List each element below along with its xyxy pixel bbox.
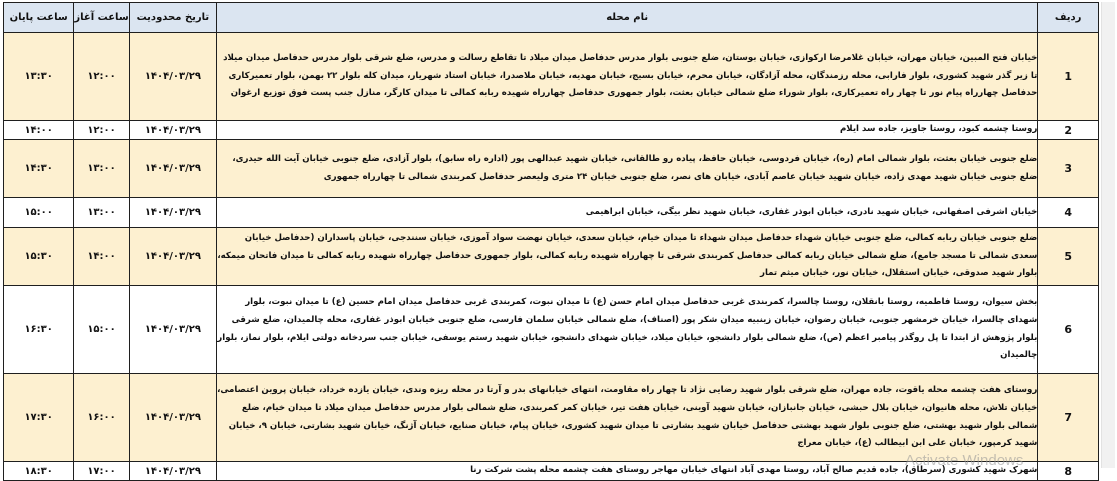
- outage-schedule-table: [3, 2, 1099, 481]
- area-name: شهرک شهید کشوری (سرطاق)، جاده قدیم صالح آباد، روستا مهدی آباد انتهای خیابان مهاجر روستای هفت چشمه محله پشت شرکت رنا: [217, 462, 1038, 481]
- start-time: ۱۳:۰۰: [74, 198, 129, 228]
- restriction-date: ۱۴۰۴/۰۳/۲۹: [129, 374, 216, 462]
- end-time: ۱۵:۳۰: [4, 228, 74, 286]
- restriction-date: ۱۴۰۴/۰۳/۲۹: [129, 33, 216, 121]
- row-number: 1: [1038, 33, 1099, 121]
- start-time: ۱۶:۰۰: [74, 374, 129, 462]
- start-time: ۱۲:۰۰: [74, 33, 129, 121]
- area-name: خیابان فتح المبین، خیابان مهران، خیابان غلامرضا ارکوازی، خیابان بوستان، ضلع جنوبی بلوار مدرس حدفاصل میدان میلاد تا تقاطع رسالت و مدرس، ضلع شرقی بلوار مدرس حدفاصل میدان میلاد تا زیر گذر شهید کشوری، بلوار فارابی، محله رزمندگان، محله آزادگان، خیابان محرم، خیابان بسیج، خیابان مهدیه، خیابان ملاصدرا، خیابان استاد شهریار، میدان کله بلوار ۲۲ بهمن، بلوار تعمیرکاری حدفاصل چهارراه پیام نور تا چهار راه تعمیرکاری، بلوار شوراء ضلع شمالی خیابان بعثت، بلوار جمهوری حدفاصل چهارراه شهیده ربابه کمالی تا میدان کارگر، منازل جنب پست فوق توزیع ارغوان: [217, 33, 1038, 121]
- end-time: ۱۸:۳۰: [4, 462, 74, 481]
- area-name: بخش سیوان، روستا فاطمیه، روستا بانقلان، روستا چالسرا، کمربندی غربی حدفاصل میدان امام حسن (ع) تا میدان نبوت، کمربندی غربی حدفاصل میدان امام حسین (ع) تا میدان نبوت، بلوار شهدای چالسرا، خیابان خرمشهر جنوبی، خیابان رضوان، خیابان زینبیه میدان شکر پور (اصناف)، ضلع شمالی خیابان سلمان فارسی، ضلع جنوبی خیابان ابوذر غفاری، محله چالمیدان، ضلع شرقی بلوار پژوهش از ابتدا تا پل روگذر پیامبر اعظم (ص)، ضلع شمالی بلوار دانشجو، خیابان میلاد، خیابان شهدای دانشجو، خیابان شهید رستم یوسفی، خیابان جنب سردخانه دولتی ایلام، بلوار نماز، بلوار چالمیدان: [217, 286, 1038, 374]
- table-row: [4, 286, 1099, 374]
- header-end-time: ساعت پایان: [4, 3, 74, 33]
- table-row: [4, 198, 1099, 228]
- table-row: [4, 228, 1099, 286]
- end-time: ۱۷:۳۰: [4, 374, 74, 462]
- start-time: ۱۵:۰۰: [74, 286, 129, 374]
- header-row-number: ردیف: [1038, 3, 1099, 33]
- restriction-date: ۱۴۰۴/۰۳/۲۹: [129, 462, 216, 481]
- table-row: [4, 33, 1099, 121]
- start-time: ۱۴:۰۰: [74, 228, 129, 286]
- start-time: ۱۷:۰۰: [74, 462, 129, 481]
- row-number: 8: [1038, 462, 1099, 481]
- row-number: 3: [1038, 140, 1099, 198]
- table-row: [4, 140, 1099, 198]
- table-row: [4, 374, 1099, 462]
- table-row: [4, 121, 1099, 140]
- row-number: 6: [1038, 286, 1099, 374]
- end-time: ۱۳:۳۰: [4, 33, 74, 121]
- vertical-scrollbar[interactable]: [1101, 2, 1115, 468]
- table-header-row: [4, 3, 1099, 33]
- area-name: خیابان اشرفی اصفهانی، خیابان شهید نادری، خیابان ابوذر غفاری، خیابان شهید نظر بیگی، خیابان ابراهیمی: [217, 198, 1038, 228]
- header-restriction-date: تاریخ محدودیت: [129, 3, 216, 33]
- restriction-date: ۱۴۰۴/۰۳/۲۹: [129, 140, 216, 198]
- schedule-sheet: [3, 2, 1099, 481]
- row-number: 7: [1038, 374, 1099, 462]
- restriction-date: ۱۴۰۴/۰۳/۲۹: [129, 286, 216, 374]
- header-area-name: نام محله: [217, 3, 1038, 33]
- header-start-time: ساعت آغاز: [74, 3, 129, 33]
- start-time: ۱۲:۰۰: [74, 121, 129, 140]
- end-time: ۱۶:۳۰: [4, 286, 74, 374]
- area-name: روستای هفت چشمه محله یاقوت، جاده مهران، ضلع شرقی بلوار شهید رضایی نژاد تا چهار راه مقاومت، انتهای خیابانهای بدر و آرتا در محله ریزه وندی، خیابان یازده خرداد، خیابان پروین اعتصامی، خیابان تلاش، محله هانیوان، خیابان بلال حبشی، خیابان جانبازان، خیابان شهید آوینی، خیابان هفت تیر، خیابان کمر کمربندی، ضلع شمالی بلوار مدرس حدفاصل میدان میلاد تا میدان خیام، ضلع شمالی بلوار شهید بهشتی، ضلع جنوبی بلوار شهید بهشتی حدفاصل خیابان شهید بشارتی تا میدان شهید کشوری، خیابان پیام، خیابان صنایع، خیابان آژنگ، خیابان شهید بشارتی، خیابان ۹، خیابان شهید کرمپور، خیابان علی ابن ابیطالب (ع)، خیابان معراج: [217, 374, 1038, 462]
- start-time: ۱۳:۰۰: [74, 140, 129, 198]
- area-name: روستا چشمه کبود، روستا جاویز، جاده سد ایلام: [217, 121, 1038, 140]
- restriction-date: ۱۴۰۴/۰۳/۲۹: [129, 228, 216, 286]
- end-time: ۱۵:۰۰: [4, 198, 74, 228]
- area-name: ضلع جنوبی خیابان بعثت، بلوار شمالی امام (ره)، خیابان فردوسی، خیابان حافظ، پیاده رو طالقانی، خیابان شهید عبدالهی پور (اداره راه سابق)، بلوار آزادی، ضلع جنوبی خیابان آیت الله حیدری، ضلع جنوبی خیابان شهید مهدی زاده، خیابان شهید خیابان عاصم آبادی، خیابان های نصر، ضلع جنوبی خیابان ۲۴ متری ولیعصر حدفاصل کمربندی شمالی تا چهارراه جمهوری: [217, 140, 1038, 198]
- restriction-date: ۱۴۰۴/۰۳/۲۹: [129, 121, 216, 140]
- row-number: 4: [1038, 198, 1099, 228]
- end-time: ۱۴:۰۰: [4, 121, 74, 140]
- area-name: ضلع جنوبی خیابان ربابه کمالی، ضلع جنوبی خیابان شهداء حدفاصل میدان شهداء تا میدان خیام، خیابان سعدی، خیابان نهضت سواد آموزی، خیابان سنندجی، خیابان پاسداران (حدفاصل خیابان سعدی شمالی تا مسجد جامع)، ضلع شمالی خیابان ربابه کمالی حدفاصل کمربندی شرقی تا چهارراه شهیده ربابه کمالی، بلوار جمهوری حدفاصل چهارراه شهیده ربابه کمالی تا میدان فاتحان میمکه، بلوار شهید صدوقی، خیابان استقلال، خیابان نور، خیابان میثم تمار: [217, 228, 1038, 286]
- end-time: ۱۴:۳۰: [4, 140, 74, 198]
- restriction-date: ۱۴۰۴/۰۳/۲۹: [129, 198, 216, 228]
- activation-watermark: Activate Windows: [905, 452, 1024, 469]
- row-number: 5: [1038, 228, 1099, 286]
- row-number: 2: [1038, 121, 1099, 140]
